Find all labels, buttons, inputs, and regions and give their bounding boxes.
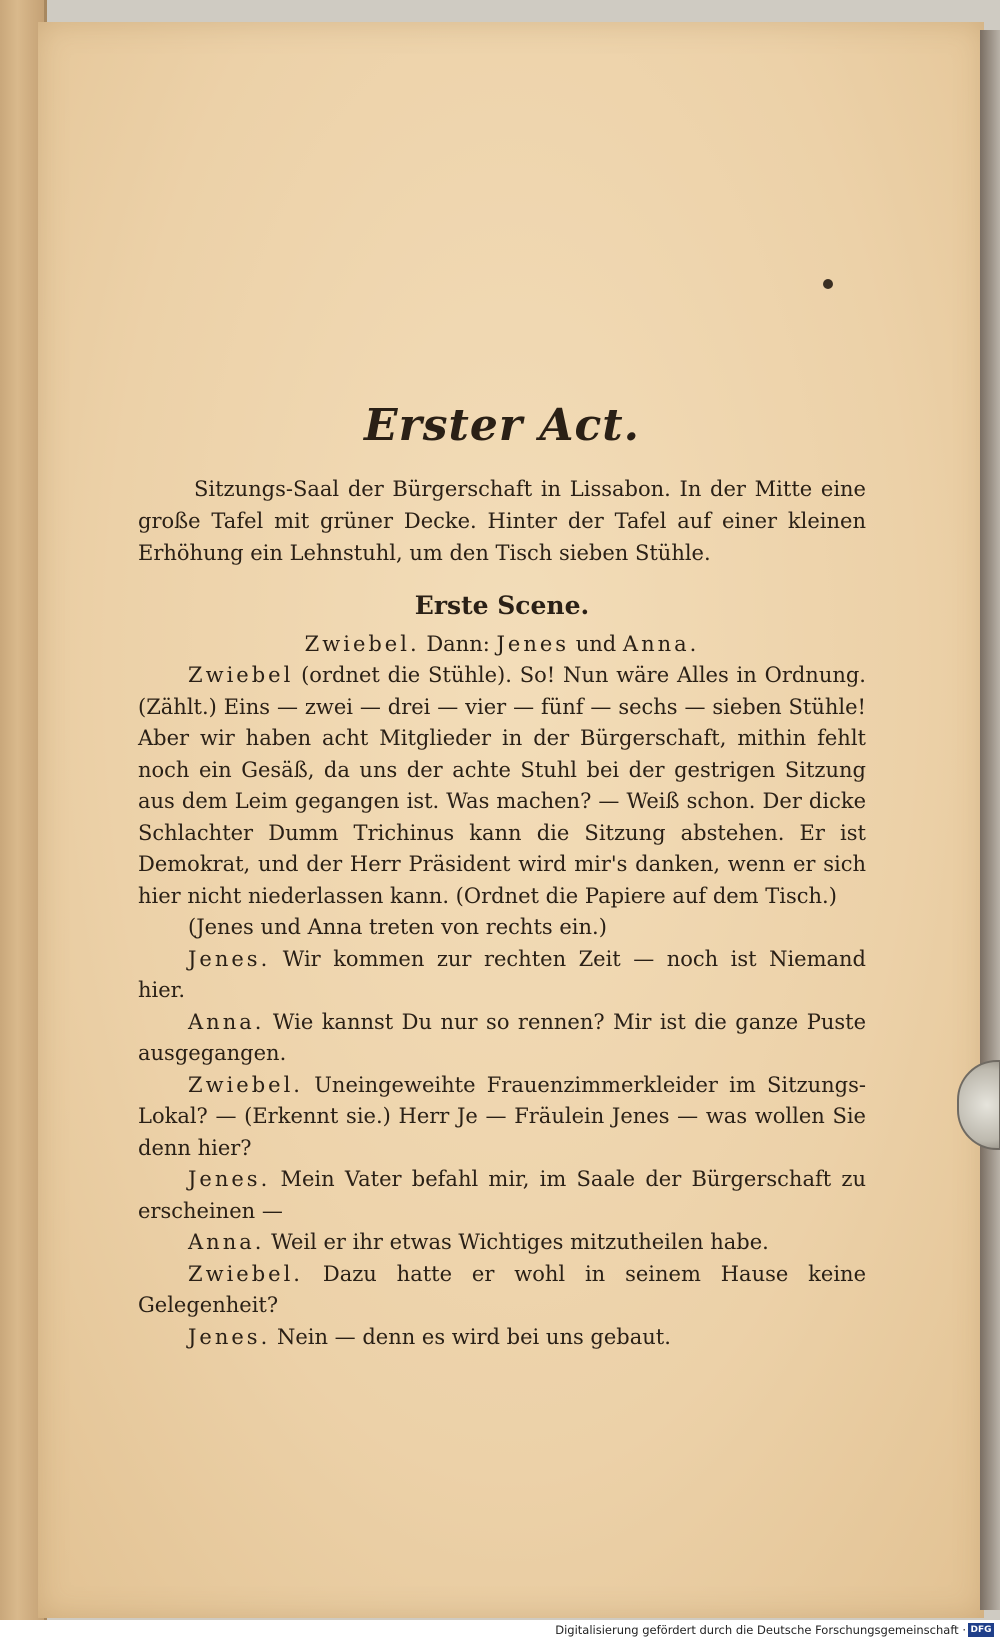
dialogue-line [138,1322,866,1354]
dialogue-text: Wir kommen zur rechten Zeit — noch ist Niemand hier. [138,946,866,1002]
dialogue-text: Dazu hatte er wohl in seinem Hause keine Gelegenheit? [138,1261,866,1317]
speaker-name: Zwiebel. [188,1261,303,1286]
page-content [138,400,866,1353]
footer-credit: Digitalisierung gefördert durch die Deutsche Forschungsgemeinschaft · [555,1623,966,1637]
dialogue-line [138,1070,866,1165]
dfg-logo: DFG [968,1623,994,1637]
speaker-name: Anna. [188,1009,265,1034]
speaker-name: Zwiebel [188,663,294,687]
dialogue-line [138,1259,866,1322]
dialogue-text: Wie kannst Du nur so rennen? Mir ist die ganze Puste ausgegangen. [138,1009,866,1065]
stage-direction: Sitzungs-Saal der Bürgerschaft in Lissabon. In der Mitte eine große Tafel mit grüner Decke. Hinter der Tafel auf einer kleinen Erhöhung ein Lehnstuhl, um den Tisch sieben Stühle. [138,477,866,565]
scanner-edge [980,30,1000,1610]
dialogue-line [138,944,866,1007]
scene-title: Erste Scene. [414,591,590,620]
dialogue-text: (Jenes und Anna treten von rechts ein.) [188,915,607,939]
speaker-name: Jenes. [188,946,271,971]
speaker-name: Jenes. [188,1167,271,1191]
cast-anna: Anna. [622,632,700,656]
speaker-name: Anna. [188,1230,265,1254]
dialogue-text: Weil er ihr etwas Wichtiges mitzutheilen habe. [264,1230,769,1254]
dialogue-text: Uneingeweihte Frauenzimmerkleider im Sitzungs-Lokal? — (Erkennt sie.) Herr Je — Fräulein Jenes — was wollen Sie denn hier? [138,1072,866,1160]
dialogue-text: Mein Vater befahl mir, im Saale der Bürgerschaft zu erscheinen — [138,1167,866,1223]
cast-jenes: Jenes [496,632,570,656]
dialogue-line [138,660,866,912]
speaker-name: Zwiebel. [188,1072,303,1097]
dialogue-line [138,1227,866,1259]
act-title: Erster Act. [364,400,640,451]
dialogue-text: Nein — denn es wird bei uns gebaut. [270,1324,671,1349]
dialogue-text: (ordnet die Stühle). So! Nun wäre Alles in Ordnung. (Zählt.) Eins — zwei — drei — vier — fünf — sechs — sieben Stühle! Aber wir haben acht Mitglieder in der Bürgerschaft, mithin fehlt noch ein Gesäß, da uns der achte Stuhl bei der gestrigen Sitzung aus dem Leim gegangen ist. Was machen? — Weiß schon. Der dicke Schlachter Dumm Trichinus kann die Sitzung abstehen. Er ist Demokrat, und der Herr Präsident wird mir's danken, wenn er sich hier nicht niederlassen kann. (Ordnet die Papiere auf dem Tisch.) [138,663,866,908]
cast-dann: Dann: [419,632,497,656]
ink-spot [823,279,833,289]
stage-entrance [138,912,866,944]
speaker-name: Jenes. [188,1324,271,1349]
footer-bar [0,1620,1000,1641]
cast-und: und [569,632,623,656]
dialogue-line [138,1007,866,1070]
dialogue-line [138,1164,866,1227]
cast-list [138,628,866,660]
cast-zwiebel: Zwiebel. [304,632,420,656]
